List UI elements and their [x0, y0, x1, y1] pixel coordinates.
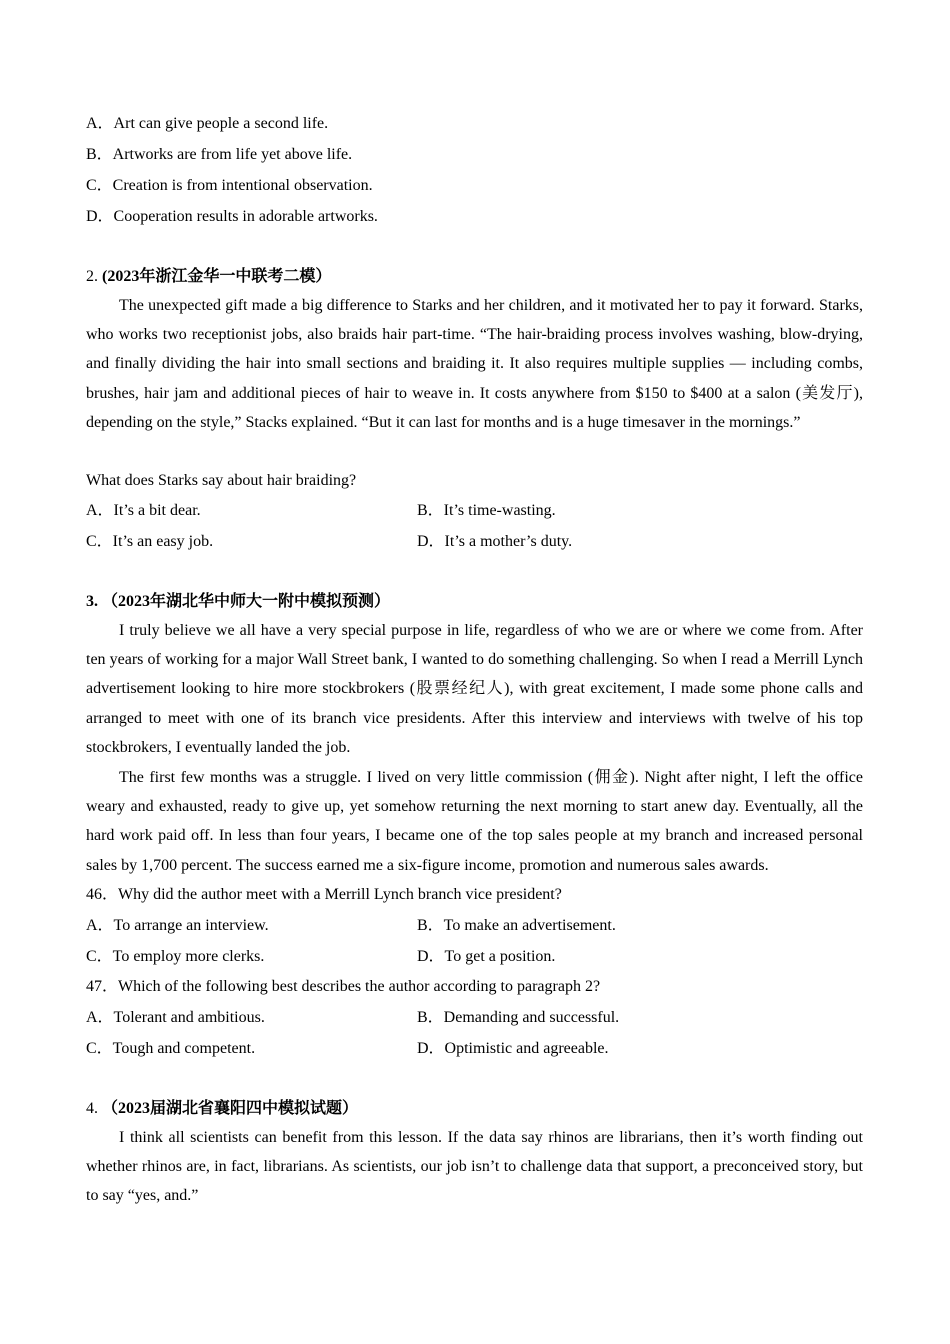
q46-option-a: A．To arrange an interview.	[86, 917, 269, 934]
q47-option-c: C．Tough and competent.	[86, 1040, 256, 1057]
q47-option-b: B．Demanding and successful.	[417, 1009, 620, 1026]
q2-option-b: B．It’s time-wasting.	[417, 502, 556, 519]
q2-question: What does Starks say about hair braiding?	[86, 472, 357, 489]
q1-option-b: B．Artworks are from life yet above life.	[86, 146, 353, 163]
q2-option-c: C．It’s an easy job.	[86, 533, 214, 550]
q2-option-d: D．It’s a mother’s duty.	[417, 533, 573, 550]
q46-question: 46．Why did the author meet with a Merrill Lynch branch vice president?	[86, 886, 562, 903]
q3-paragraph-2: The first few months was a struggle. I lived on very little commission (佣金). Night after night, I left the office weary and exhausted, ready to give up, yet somehow returning the next morning to start anew day. Eventually, all the hard work paid off. In less than four years, I became one of the top sales people at my branch and increased personal sales by 1,700 percent. The success earned me a six-figure income, promotion and numerous sales awards.	[86, 769, 863, 874]
q2-passage: The unexpected gift made a big difference to Starks and her children, and it motivated her to pay it forward. Starks, who works two receptionist jobs, also braids hair part-time. “The hair-braiding process involves washing, blow-drying, and finally dividing the hair into small sections and braiding it. It also requires multiple supplies — including combs, brushes, hair jam and additional pieces of hair to weave in. It costs anywhere from $150 to $400 at a salon (美发厅), depending on the style,” Stacks explained. “But it can last for months and is a huge timesaver in the mornings.”	[86, 297, 863, 431]
q1-option-c: C．Creation is from intentional observation.	[86, 177, 373, 194]
q46-option-b: B．To make an advertisement.	[417, 917, 616, 934]
q3-paragraph-1: I truly believe we all have a very special purpose in life, regardless of who we are or where we come from. After ten years of working for a major Wall Street bank, I wanted to do something challenging. So when I read a Merrill Lynch advertisement looking to hire more stockbrokers (股票经纪人), with great excitement, I made some phone calls and arranged to meet with one of its branch vice presidents. After this interview and interviews with twelve of his top stockbrokers, I eventually landed the job.	[86, 622, 863, 756]
q2-source: (2023年浙江金华一中联考二模）	[102, 268, 332, 285]
q4-passage: I think all scientists can benefit from this lesson. If the data say rhinos are librarians, then it’s worth finding out whether rhinos are, in fact, librarians. As scientists, our job isn’t to challenge data that support, a preconceived story, but to say “yes, and.”	[86, 1129, 863, 1205]
q46-option-c: C．To employ more clerks.	[86, 948, 265, 965]
q4-source: （2023届湖北省襄阳四中模拟试题）	[102, 1100, 359, 1117]
q46-option-d: D．To get a position.	[417, 948, 556, 965]
q2-number: 2.	[86, 268, 98, 285]
q47-option-d: D．Optimistic and agreeable.	[417, 1040, 609, 1057]
q3-heading: 3. （2023年湖北华中师大一附中模拟预测）	[86, 593, 391, 610]
q47-question: 47．Which of the following best describes the author according to paragraph 2?	[86, 978, 601, 995]
q4-heading	[86, 1099, 358, 1119]
q4-number: 4.	[86, 1100, 98, 1117]
q1-option-d: D．Cooperation results in adorable artworks.	[86, 208, 378, 225]
q2-heading	[86, 267, 331, 287]
q47-option-a: A．Tolerant and ambitious.	[86, 1009, 265, 1026]
q1-option-a: A．Art can give people a second life.	[86, 115, 329, 132]
q2-option-a: A．It’s a bit dear.	[86, 502, 201, 519]
